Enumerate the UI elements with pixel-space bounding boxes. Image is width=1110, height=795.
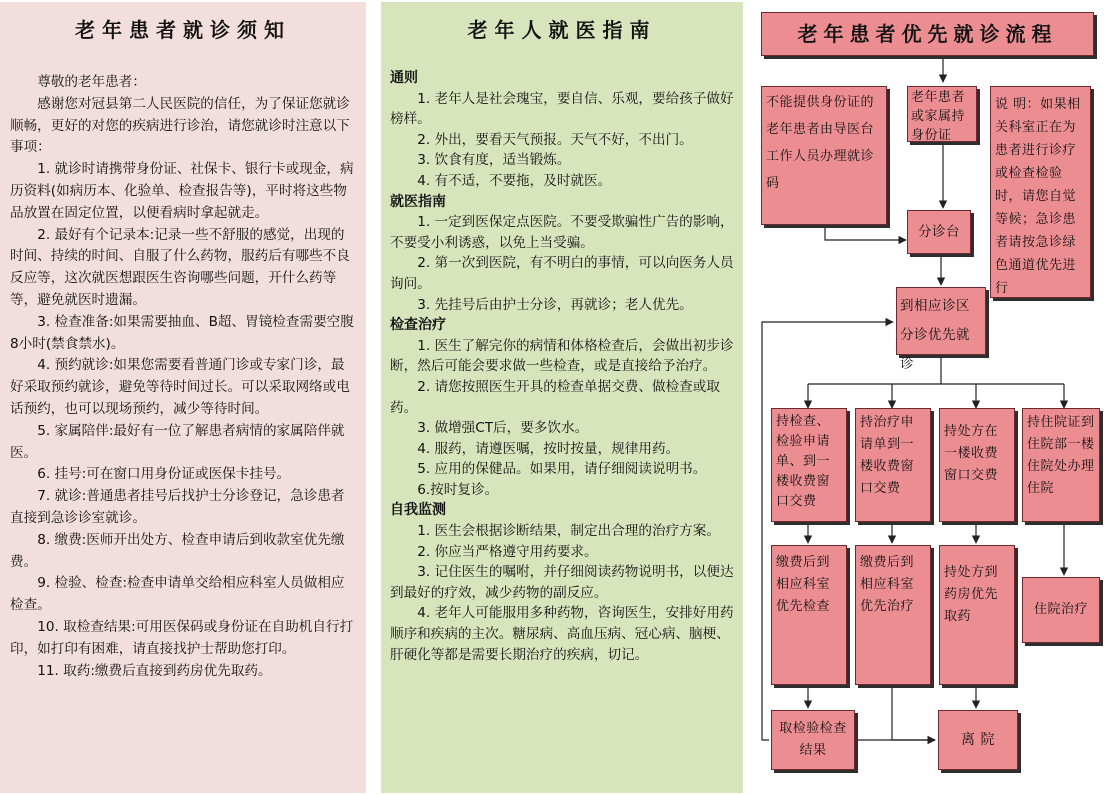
guide-item: 1. 老年人是社会瑰宝，要自信、乐观，要给孩子做好榜样。: [390, 90, 734, 128]
dept-priority-box: 到相应诊区分诊优先就诊: [896, 287, 986, 355]
notice-item: 7. 就诊:普通患者挂号后找护士分诊登记，急诊患者直接到急诊诊室就诊。: [10, 488, 345, 526]
pay-then-treat-box: 缴费后到相应科室优先治疗: [855, 545, 931, 685]
section-heading-self-monitoring: 自我监测: [390, 502, 446, 519]
with-id-card-box: 老年患者或家属持身份证: [907, 86, 977, 142]
guide-item: 3. 记住医生的嘱咐，并仔细阅读药物说明书，以便达到最好的疗效，减少药物的副反应。: [390, 564, 734, 601]
arrow-noid-to-triage: [825, 226, 906, 240]
notice-item: 10. 取检查结果:可用医保码或身份证在自助机自行打印，如打印有困难，请直接找护士帮助您打印。: [10, 618, 354, 657]
inpatient-treatment-box: 住院治疗: [1022, 577, 1100, 643]
treatment-payment-box: 持治疗申请单到一楼收费窗口交费: [855, 408, 931, 522]
notice-item: 2. 最好有个记录本:记录一些不舒服的感觉，出现的时间、持续的时间、自服了什么药物，服药后有哪些不良反应等，这次就医想跟医生咨询哪些问题，开什么药等等，避免就医时遗漏。: [10, 226, 350, 308]
prescription-payment-box: 持处方在一楼收费窗口交费: [939, 408, 1015, 522]
note-box: 说 明：如果相关科室正在为患者进行诊疗或检查检验时，请您自觉等候；急诊患者请按急诊绿色通道优先进行: [990, 86, 1091, 298]
guide-item: 1. 一定到医保定点医院。不要受欺骗性广告的影响，不要受小利诱惑，以免上当受骗。: [390, 214, 734, 251]
guide-item: 2. 第一次到医院，有不明白的事情，可以向医务人员询问。: [390, 255, 734, 292]
guide-item: 3. 做增强CT后，要多饮水。: [417, 420, 589, 437]
guide-item: 1. 医生会根据诊断结果，制定出合理的治疗方案。: [417, 523, 720, 540]
notice-intro: 感谢您对冠县第二人民医院的信任，为了保证您就诊顺畅，更好的对您的疾病进行诊治，请您就诊时注意以下事项：: [10, 95, 350, 156]
guide-item: 5. 应用的保健品。如果用，请仔细阅读说明书。: [417, 461, 707, 478]
guide-item: 3. 先挂号后由护士分诊，再就诊；老人优先。: [417, 296, 693, 313]
elderly-patient-notice-panel: [0, 2, 366, 793]
section-heading-guide: 就医指南: [390, 193, 446, 210]
section-heading-treatment: 检查治疗: [390, 317, 446, 334]
arrow-c2-leave: [892, 685, 935, 740]
notice-item: 3. 检查准备:如果需要抽血、B超、胃镜检查需要空腹8小时(禁食禁水)。: [10, 313, 354, 352]
get-results-box: 取检验检查结果: [771, 710, 855, 770]
notice-item: 8. 缴费:医师开出处方、检查申请后到收款室优先缴费。: [10, 531, 345, 570]
notice-item: 1. 就诊时请携带身份证、社保卡、银行卡或现金，病历资料(如病历本、化验单、检查报告等)，平时将这些物品放置在固定位置，以便看病时拿起就走。: [10, 161, 354, 221]
guide-item: 1. 医生了解完你的病情和体格检查后，会做出初步诊断，然后可能会要求做一些检查，或是直接给予治疗。: [390, 337, 734, 375]
elderly-medical-guide-panel: [381, 2, 743, 793]
discharge-box: 离 院: [938, 710, 1018, 770]
notice-item: 6. 挂号:可在窗口用身份证或医保卡挂号。: [37, 466, 291, 483]
guide-item: 4. 老年人可能服用多种药物，咨询医生，安排好用药顺序和疾病的主次。糖尿病、高血压病、冠心病、脑梗、肝硬化等都是需要长期治疗的疾病，切记。: [390, 605, 734, 663]
notice-greeting: 尊敬的老年患者：: [37, 74, 146, 90]
notice-item: 4. 预约就诊:如果您需要看普通门诊或专家门诊，最好采取预约就诊，避免等待时间过长。可以采取网络或电话预约，也可以现场预约，减少等待时间。: [10, 357, 350, 417]
section-heading-general: 通则: [390, 70, 418, 86]
guide-item: 4. 服药，请遵医嘱，按时按量，规律用药。: [417, 440, 680, 457]
guide-item: 2. 你应当严格遵守用药要求。: [417, 543, 598, 560]
notice-item: 9. 检验、检查:检查申请单交给相应科室人员做相应检查。: [10, 575, 345, 614]
notice-body: [10, 72, 356, 682]
guide-body: [390, 68, 735, 665]
flowchart-title: 老年患者优先就诊流程: [761, 12, 1094, 56]
guide-item: 6.按时复诊。: [417, 481, 499, 498]
triage-desk-box: 分诊台: [907, 210, 971, 254]
priority-visit-flowchart: [745, 2, 1110, 793]
guide-title: 老年人就医指南: [467, 18, 657, 42]
guide-item: 3. 饮食有度，适当锻炼。: [417, 152, 571, 169]
pharmacy-box: 持处方到药房优先取药: [939, 545, 1015, 685]
guide-item: 4. 有不适，不要拖，及时就医。: [417, 172, 612, 189]
no-id-card-box: 不能提供身份证的老年患者由导医台工作人员办理就诊码: [761, 86, 887, 225]
exam-payment-box: 持检查、检验申请单、到一楼收费窗口交费: [771, 408, 847, 522]
notice-item: 11. 取药:缴费后直接到药房优先取药。: [37, 662, 272, 679]
guide-item: 2. 外出，要看天气预报。天气不好，不出门。: [417, 131, 693, 148]
notice-item: 5. 家属陪伴:最好有一位了解患者病情的家属陪伴就医。: [10, 422, 345, 461]
notice-title: 老年患者就诊须知: [75, 18, 291, 42]
admission-box: 持住院证到住院部一楼住院处办理住院: [1022, 408, 1100, 522]
pay-then-exam-box: 缴费后到相应科室优先检查: [771, 545, 847, 685]
guide-item: 2. 请您按照医生开具的检查单据交费、做检查或取药。: [390, 378, 720, 416]
